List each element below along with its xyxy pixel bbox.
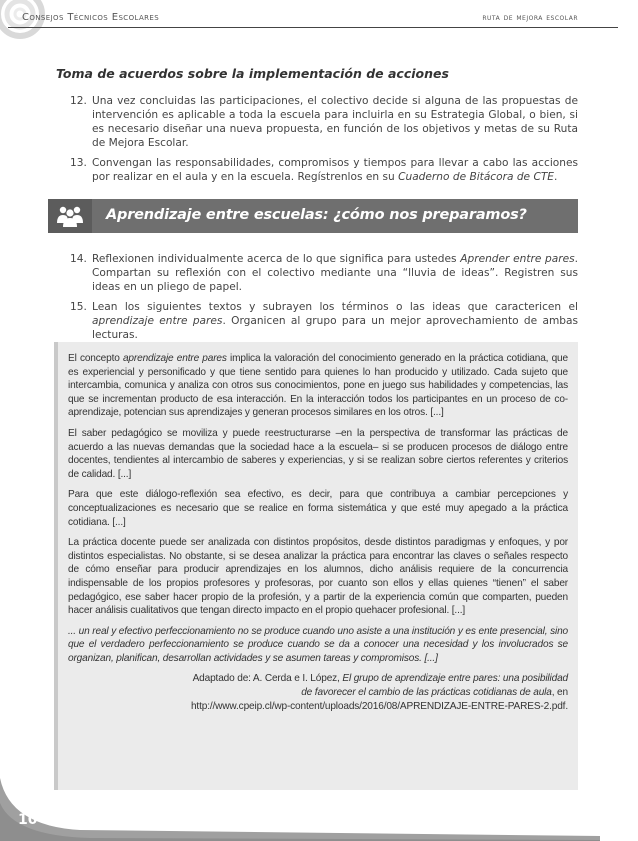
item-number: 13. bbox=[70, 157, 87, 169]
source-title: El grupo de aprendizaje entre pares: una posibilidad bbox=[342, 673, 568, 685]
page-corner-decoration bbox=[0, 748, 600, 841]
item-number: 14. bbox=[70, 253, 87, 265]
source-line bbox=[68, 672, 568, 686]
source-title: de favorecer el cambio de las prácticas cotidianas de aula bbox=[301, 687, 552, 699]
group-people-icon bbox=[48, 199, 92, 233]
item-text bbox=[92, 156, 578, 184]
source-url: http://www.cpeip.cl/wp-content/uploads/2016/08/APRENDIZAJE-ENTRE-PARES-2.pdf. bbox=[190, 700, 568, 712]
page-number: 10 bbox=[18, 812, 38, 828]
header-left-title: Consejos Técnicos Escolares bbox=[22, 12, 160, 23]
section-title: Toma de acuerdos sobre la implementación de acciones bbox=[56, 66, 449, 81]
quote-paragraph-italic: ... un real y efectivo perfeccionamiento no se produce cuando uno asiste a una institución y es ente presencial, sino que el verdadero perfeccionamiento se produce cuando se da a conocer una necesidad y los involucrados se organizan, planifican, desarrollan actividades y se asumen tareas y compromisos. [...] bbox=[68, 625, 568, 664]
item-number: 15. bbox=[70, 301, 87, 313]
item-text: Una vez concluidas las participaciones, el colectivo decide si alguna de las propuestas de intervención es aplicable a toda la escuela para incluirla en su Estrategia Global, o bien, si es necesario diseñar una nueva propuesta, en función de los objetivos y metas de su Ruta de Mejora Escolar. bbox=[92, 95, 578, 149]
quote-accent-bar bbox=[54, 342, 58, 790]
quote-source bbox=[68, 672, 568, 713]
item-text-italic: Cuaderno de Bitácora de CTE bbox=[398, 171, 554, 183]
item-text-part: Lean los siguientes textos y subrayen los términos o las ideas que caractericen el bbox=[92, 301, 578, 313]
item-text-part: . Compartan su reflexión con el colectivo mediante una “lluvia de ideas”. Registren sus ideas en un pliego de papel. bbox=[92, 253, 579, 293]
quote-content bbox=[68, 352, 568, 713]
activity-list-b bbox=[70, 252, 578, 348]
item-text-part: Convengan las responsabilidades, compromisos y tiempos para llevar a cabo las acciones por realizar en el aula y en la escuela. Regístrenlos en su bbox=[92, 157, 578, 183]
header-divider bbox=[8, 27, 618, 28]
quote-paragraph: El saber pedagógico se moviliza y puede reestructurarse –en la perspectiva de transformar las prácticas de acuerdo a las nuevas demandas que la sociedad hace a la escuela– si se producen procesos de diálogo entre docentes, tendientes al intercambio de saberes y experiencias, y si se realizan sobre ciertos referentes y criterios de calidad. [...] bbox=[68, 427, 568, 480]
source-text: , en bbox=[551, 687, 568, 699]
item-text-part: Reflexionen individualmente acerca de lo que significa para ustedes bbox=[92, 253, 461, 265]
item-text-italic: aprendizaje entre pares bbox=[92, 315, 223, 327]
source-text: Adaptado de: A. Cerda e I. López, bbox=[192, 673, 343, 685]
list-item bbox=[70, 156, 578, 184]
source-line bbox=[68, 686, 568, 700]
quote-text-italic: aprendizaje entre pares bbox=[122, 353, 227, 364]
quote-text-part: El concepto bbox=[68, 353, 123, 364]
item-text-italic: Aprender entre pares bbox=[460, 253, 575, 265]
item-number: 12. bbox=[70, 95, 87, 107]
quote-text-part: implica la valoración del conocimiento generado en la práctica cotidiana, que es experiencial y personificado y que tiene sentido para quienes lo han producido y utilizado. Cada sujeto que intercambia, comunica y analiza con otros sus conocimientos, pone en juego sus habilidades y competencias, las que se incrementan producto de esa interacción. En la interacción todos los participantes en un proceso de co-aprendizaje, potencian sus aprendizajes y generan procesos similares en los otros. [...] bbox=[68, 353, 568, 419]
list-item bbox=[70, 94, 578, 150]
reading-quote-box bbox=[54, 342, 578, 790]
item-text bbox=[92, 300, 578, 342]
item-text-part: . Organicen al grupo para un mejor aprovechamiento de ambas lecturas. bbox=[92, 315, 579, 341]
quote-paragraph: La práctica docente puede ser analizada con distintos propósitos, desde distintos paradigmas y enfoques, y por distintos especialistas. No obstante, si se desea analizar la práctica para encontrar las claves o señales respecto de cómo enseñar para producir aprendizajes en los alumnos, dicho análisis requiere de la concurrencia indispensable de los propios profesores y profesoras, por cuanto son ellos y ellas quienes “tienen” el saber pedagógico, ese saber hacer propio de la profesión, y a partir de la experiencia común que comparten, pueden hacer análisis cualitativos que tengan directo impacto en el propio quehacer profesional. [...] bbox=[68, 537, 568, 617]
banner-title: Aprendizaje entre escuelas: ¿cómo nos preparamos? bbox=[106, 207, 527, 223]
header-right-title: ruta de mejora escolar bbox=[482, 13, 578, 23]
quote-paragraph bbox=[68, 352, 568, 420]
item-text-part: . bbox=[554, 171, 558, 183]
list-item bbox=[70, 252, 578, 294]
activity-list-a bbox=[70, 94, 578, 190]
quote-paragraph: Para que este diálogo-reflexión sea efectivo, es decir, para que contribuya a cambiar percepciones y conceptualizaciones es necesario que se realice en forma sistemática y que esté muy apegado a la práctica cotidiana. [...] bbox=[68, 489, 568, 528]
spiral-decoration bbox=[0, 0, 54, 48]
item-text bbox=[92, 252, 578, 294]
list-item bbox=[70, 300, 578, 342]
section-banner bbox=[48, 199, 578, 233]
